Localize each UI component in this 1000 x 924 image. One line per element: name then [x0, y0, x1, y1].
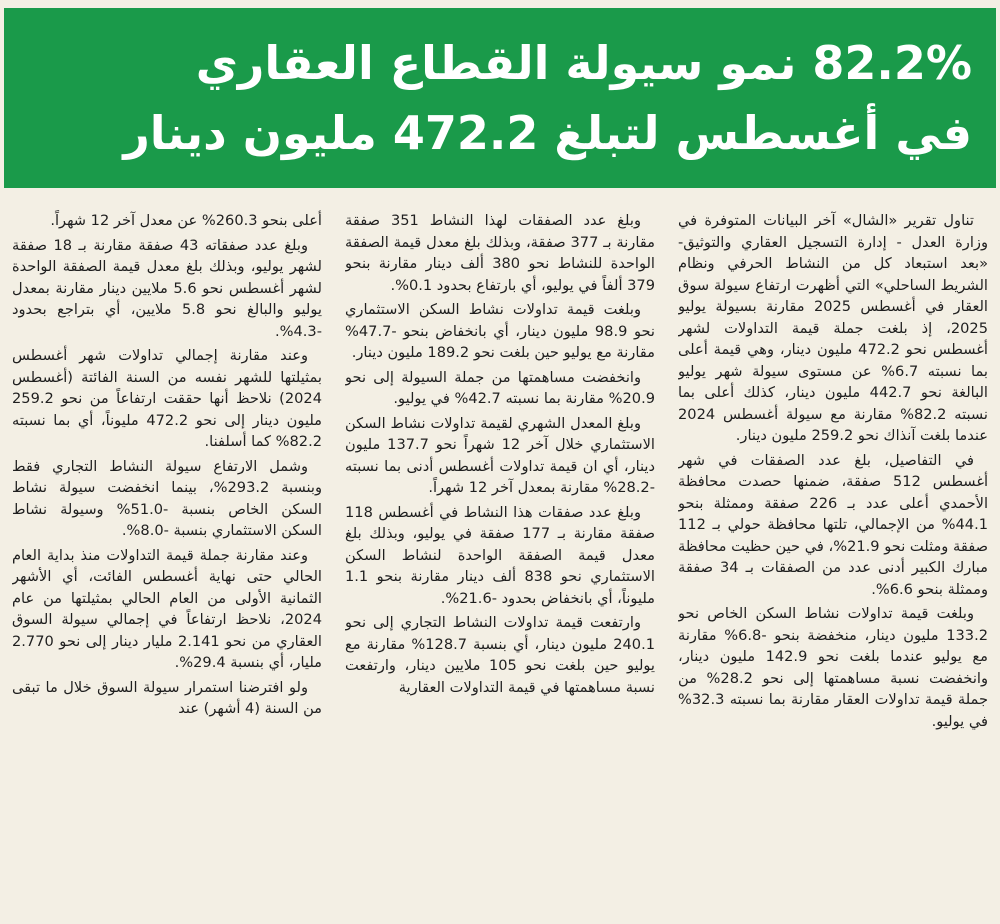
paragraph: وبلغ عدد صفقات هذا النشاط في أغسطس 118 صفقة مقارنة بـ 177 صفقة في يوليو، وبذلك بلغ معدل قيمة الصفقة الواحدة لنشاط السكن الاستثماري نحو 838 ألف دينار مقارنة بنحو 1.1 مليوناً، أي بانخفاض بحدود -21.6%.: [345, 503, 655, 607]
paragraph: تناول تقرير «الشال» آخر البيانات المتوفرة في وزارة العدل - إدارة التسجيل العقاري والتوثيق- «بعد استبعاد كل من النشاط الحرفي ونظام الشريط الساحلي» التي أظهرت ارتفاع سيولة سوق العقار في أغسطس 2025 مقارنة بسيولة يوليو 2025، إذ بلغت جملة قيمة التداولات لشهر أغسطس نحو 472.2 مليون دينار، وهي قيمة أعلى بما نسبته 6.7% عن مستوى سيولة شهر يوليو البالغة نحو 442.7 مليون دينار، كذلك أعلى بما نسبته 82.2% مقارنة مع سيولة أغسطس 2024 عندما بلغت آنذاك نحو 259.2 مليون دينار.: [678, 212, 988, 444]
headline-banner: [4, 8, 996, 188]
paragraph: في التفاصيل، بلغ عدد الصفقات في شهر أغسطس 512 صفقة، ضمنها حصدت محافظة الأحمدي أعلى عدد بـ 226 صفقة وممثلة بنحو 44.1% من الإجمالي، تلتها محافظة حولي بـ 112 صفقة ومثلت نحو 21.9%، في حين حظيت محافظة مبارك الكبير أدنى عدد من الصفقات بـ 34 صفقة وممثلة بنحو 6.6%.: [678, 451, 988, 598]
article-columns: [12, 210, 988, 920]
paragraph: وبلغ عدد الصفقات لهذا النشاط 351 صفقة مقارنة بـ 377 صفقة، وبذلك بلغ معدل قيمة الصفقة الواحدة للنشاط نحو 380 ألف دينار مقارنة بنحو 379 ألفاً في يوليو، أي بارتفاع بحدود 0.1%.: [345, 212, 655, 294]
headline-line-1: 82.2% نمو سيولة القطاع العقاري: [195, 36, 972, 90]
paragraph: وبلغت قيمة تداولات نشاط السكن الخاص نحو 133.2 مليون دينار، منخفضة بنحو -6.8% مقارنة مع يوليو عندما بلغت نحو 142.9 مليون دينار، وانخفضت نسبة مساهمتها إلى نحو 28.2% من جملة قيمة تداولات العقار مقارنة بما نسبته 32.3% في يوليو.: [678, 605, 988, 730]
paragraph: وانخفضت مساهمتها من جملة السيولة إلى نحو 20.9% مقارنة بما نسبته 42.7% في يوليو.: [345, 368, 655, 407]
paragraph: ولو افترضنا استمرار سيولة السوق خلال ما تبقى من السنة (4 أشهر) عند: [12, 678, 322, 717]
paragraph: وبلغ عدد صفقاته 43 صفقة مقارنة بـ 18 صفقة لشهر يوليو، وبذلك بلغ معدل قيمة الصفقة الواحدة لشهر أغسطس نحو 5.6 ملايين دينار مقارنة بمعدل يوليو والبالغ نحو 5.8 ملايين، أي بتراجع بحدود -4.3%.: [12, 236, 322, 340]
paragraph: وعند مقارنة جملة قيمة التداولات منذ بداية العام الحالي حتى نهاية أغسطس الفائت، أي الأشهر الثمانية الأولى من العام الحالي بمثيلتها من عام 2024، نلاحظ ارتفاعاً في إجمالي سيولة السوق العقاري من نحو 2.141 مليار دينار إلى نحو 2.770 مليار، أي بنسبة 29.4%.: [12, 546, 322, 671]
paragraph: وارتفعت قيمة تداولات النشاط التجاري إلى نحو 240.1 مليون دينار، أي بنسبة 128.7% مقارنة مع يوليو حين بلغت نحو 105 ملايين دينار، وارتفعت نسبة مساهمتها في قيمة التداولات العقارية: [345, 614, 655, 696]
paragraph: وبلغت قيمة تداولات نشاط السكن الاستثماري نحو 98.9 مليون دينار، أي بانخفاض بنحو -47.7% مقارنة مع يوليو حين بلغت نحو 189.2 مليون دينار.: [345, 301, 655, 361]
headline-line-2: في أغسطس لتبلغ 472.2 مليون دينار: [123, 106, 972, 160]
paragraph: وعند مقارنة إجمالي تداولات شهر أغسطس بمثيلتها للشهر نفسه من السنة الفائتة (أغسطس 2024) نلاحظ أنها حققت ارتفاعاً من نحو 259.2 مليون دينار إلى نحو 472.2 مليوناً، أي بما نسبته 82.2% كما أسلفنا.: [12, 347, 322, 450]
paragraph: وشمل الارتفاع سيولة النشاط التجاري فقط وبنسبة 293.2%، بينما انخفضت سيولة نشاط السكن الخاص بنسبة -51.0% وسيولة نشاط السكن الاستثماري بنسبة -8.0%.: [12, 457, 322, 539]
column-middle: [345, 210, 655, 920]
paragraph: أعلى بنحو 260.3% عن معدل آخر 12 شهراً.: [50, 212, 322, 229]
paragraph: وبلغ المعدل الشهري لقيمة تداولات نشاط السكن الاستثماري خلال آخر 12 شهراً نحو 137.7 مليون دينار، أي ان قيمة تداولات أغسطس أدنى بما نسبته -28.2% مقارنة بمعدل آخر 12 شهراً.: [345, 414, 655, 496]
column-right: [678, 210, 988, 920]
column-left: [12, 210, 322, 920]
